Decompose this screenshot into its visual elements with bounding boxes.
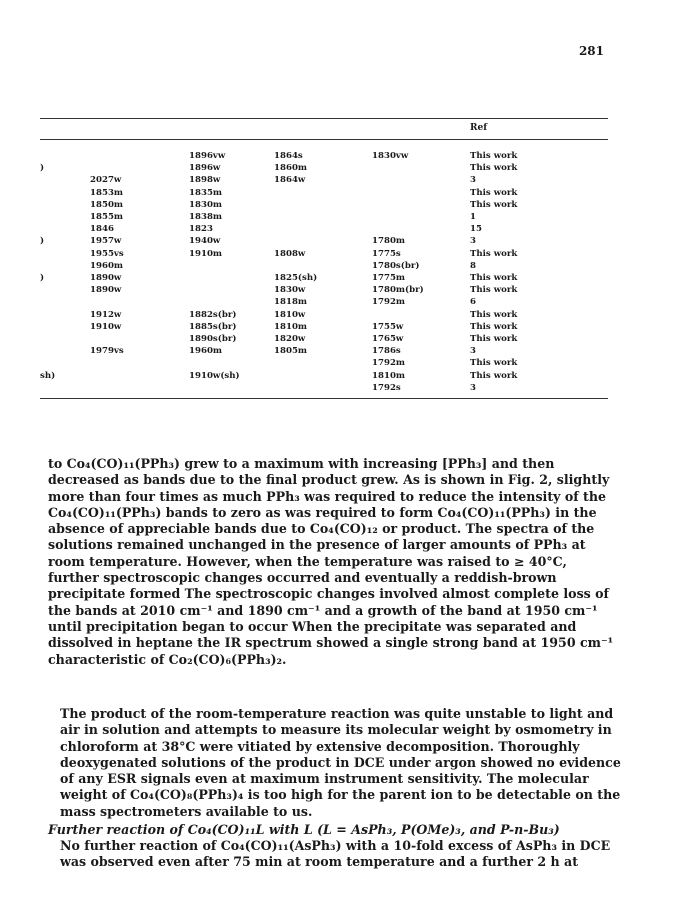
table-row: [40, 310, 608, 320]
section-heading: Further reaction of Co₄(CO)₁₁L with L (L = AsPh₃, P(OMe)₃, and P-n-Bu₃): [48, 822, 560, 837]
table-cell: 1810m: [274, 321, 308, 332]
table-cell: 1864s: [274, 151, 303, 161]
table-cell: This work: [470, 187, 518, 198]
table-row: [40, 297, 608, 307]
table-cell: 1775s: [372, 248, 401, 259]
table-cell: This work: [470, 151, 518, 161]
table-cell: 1: [470, 212, 476, 222]
table-cell: This work: [470, 285, 518, 296]
table-cell: 1823: [189, 224, 213, 235]
table-cell: 3: [470, 346, 476, 357]
table-cell: 1896w: [189, 163, 221, 174]
table-cell: 1860m: [274, 163, 308, 174]
table-cell: 3: [470, 382, 476, 393]
table-cell: This work: [470, 163, 518, 174]
table-cell: 1940w: [189, 236, 221, 247]
table-cell: This work: [470, 309, 518, 320]
table-row: [40, 236, 608, 246]
table-cell: 1810w: [274, 309, 306, 320]
table-cell: 1955vs: [90, 248, 124, 259]
paragraph-further-reaction: No further reaction of Co₄(CO)₁₁(AsPh₃) with a 10-fold excess of AsPh₃ in DCE was observed even after 75 min at room temperature and a further 2 h at: [60, 838, 611, 870]
table-cell: This work: [470, 358, 518, 369]
table-cell: 1808w: [274, 248, 306, 259]
table-cell: 1780m(br): [372, 285, 424, 296]
table-row: [40, 212, 608, 222]
table-cell: 1910w(sh): [189, 370, 240, 381]
table-row: [40, 224, 608, 234]
table-cell: 1792s: [372, 382, 401, 393]
table-cell: 1825(sh): [274, 273, 318, 283]
table-cell: 1830vw: [372, 151, 409, 161]
table-cell: 1780m: [372, 236, 406, 247]
table-cell: 1910w: [90, 321, 122, 332]
table-row: [40, 358, 608, 368]
table-cell: 1912w: [90, 309, 122, 320]
table-cell: 1755w: [372, 321, 404, 332]
table-cell: 1882s(br): [189, 309, 237, 320]
table-cell: 1765w: [372, 334, 404, 344]
table-cell: 1835m: [189, 187, 223, 198]
table-cell: 1830m: [189, 199, 223, 210]
table-cell: 1890s(br): [189, 334, 237, 344]
table-cell: 6: [470, 297, 476, 308]
table-row: [40, 322, 608, 332]
table-row: [40, 261, 608, 271]
table-cell: 1820w: [274, 334, 306, 344]
table-row: [40, 151, 608, 161]
ir-data-table: [40, 118, 608, 400]
table-cell: 3: [470, 175, 476, 186]
table-row: [40, 249, 608, 259]
paragraph-product-stability: The product of the room-temperature reaction was quite unstable to light and air in solution and attempts to measure its molecular weight by osmometry in chloroform at 38°C were vitiated by extensive decomposition. Thoroughly deoxygenated solutions of the product in DCE under argon showed no evidence of any ESR signals even at maximum instrument sensitivity. The molecular weight of Co₄(CO)₈(PPh₃)₄ is too high for the parent ion to be detectable on the mass spectrometers available to us.: [60, 706, 621, 819]
table-cell: This work: [470, 321, 518, 332]
table-cell: 1896vw: [189, 151, 226, 161]
table-row: [40, 285, 608, 295]
table-cell: 1960m: [90, 260, 124, 271]
table-cell: 1957w: [90, 236, 122, 247]
table-cell: 1830w: [274, 285, 306, 296]
table-cell: 15: [470, 224, 482, 235]
table-cell: 1910m: [189, 248, 223, 259]
table-row: [40, 200, 608, 210]
table-row: [40, 273, 608, 283]
table-cell: 1810m: [372, 370, 406, 381]
table-row: [40, 188, 608, 198]
table-cell: 1780s(br): [372, 260, 420, 271]
table-cell: 1979vs: [90, 346, 124, 357]
table-cell: 8: [470, 260, 476, 271]
table-cell: This work: [470, 334, 518, 344]
table-row: [40, 383, 608, 393]
table-cell: 1775m: [372, 273, 406, 283]
table-cell: 1850m: [90, 199, 124, 210]
table-cell: 1864w: [274, 175, 306, 186]
table-header-rule: [40, 139, 608, 140]
table-cell: 1838m: [189, 212, 223, 222]
table-cell: 1818m: [274, 297, 308, 308]
page-number: 281: [578, 44, 604, 58]
table-cell: 1853m: [90, 187, 124, 198]
table-cell: 3: [470, 236, 476, 247]
table-cell: 1786s: [372, 346, 401, 357]
table-cell: This work: [470, 199, 518, 210]
table-cell: This work: [470, 248, 518, 259]
table-cell: sh): [40, 370, 56, 381]
table-cell: 1890w: [90, 285, 122, 296]
table-cell: 1846: [90, 224, 114, 235]
table-row: [40, 334, 608, 344]
table-cell: 2027w: [90, 175, 122, 186]
table-cell: 1792m: [372, 358, 406, 369]
table-cell: 1885s(br): [189, 321, 237, 332]
table-cell: 1960m: [189, 346, 223, 357]
table-row: [40, 346, 608, 356]
table-cell: 1855m: [90, 212, 124, 222]
table-cell: This work: [470, 273, 518, 283]
table-cell: 1890w: [90, 273, 122, 283]
table-cell: 1792m: [372, 297, 406, 308]
table-cell: 1898w: [189, 175, 221, 186]
paragraph-reaction-ppH3: to Co₄(CO)₁₁(PPh₃) grew to a maximum with increasing [PPh₃] and then decreased as bands due to the final product grew. As is shown in Fig. 2, slightly more than four times as much PPh₃ was required to reduce the intensity of the Co₄(CO)₁₁(PPh₃) bands to zero as was required to form Co₄(CO)₁₁(PPh₃) in the absence of appreciable bands due to Co₄(CO)₁₂ or product. The spectra of the solutions remained unchanged in the presence of larger amounts of PPh₃ at room temperature. However, when the temperature was raised to ≥ 40°C, further spectroscopic changes occurred and eventually a reddish-brown precipitate formed The spectroscopic changes involved almost complete loss of the bands at 2010 cm⁻¹ and 1890 cm⁻¹ and a growth of the band at 1950 cm⁻¹ until precipitation began to occur When the precipitate was separated and dissolved in heptane the IR spectrum showed a single strong band at 1950 cm⁻¹ characteristic of Co₂(CO)₆(PPh₃)₂.: [48, 456, 614, 667]
table-cell: ): [40, 236, 45, 247]
table-row: [40, 175, 608, 185]
ref-column-header: Ref: [470, 123, 488, 133]
table-row: [40, 163, 608, 173]
table-cell: This work: [470, 370, 518, 381]
table-bottom-rule: [40, 398, 608, 399]
table-cell: ): [40, 163, 45, 174]
table-top-rule: [40, 118, 608, 119]
table-cell: 1805m: [274, 346, 308, 357]
table-cell: ): [40, 273, 45, 283]
table-row: [40, 371, 608, 381]
